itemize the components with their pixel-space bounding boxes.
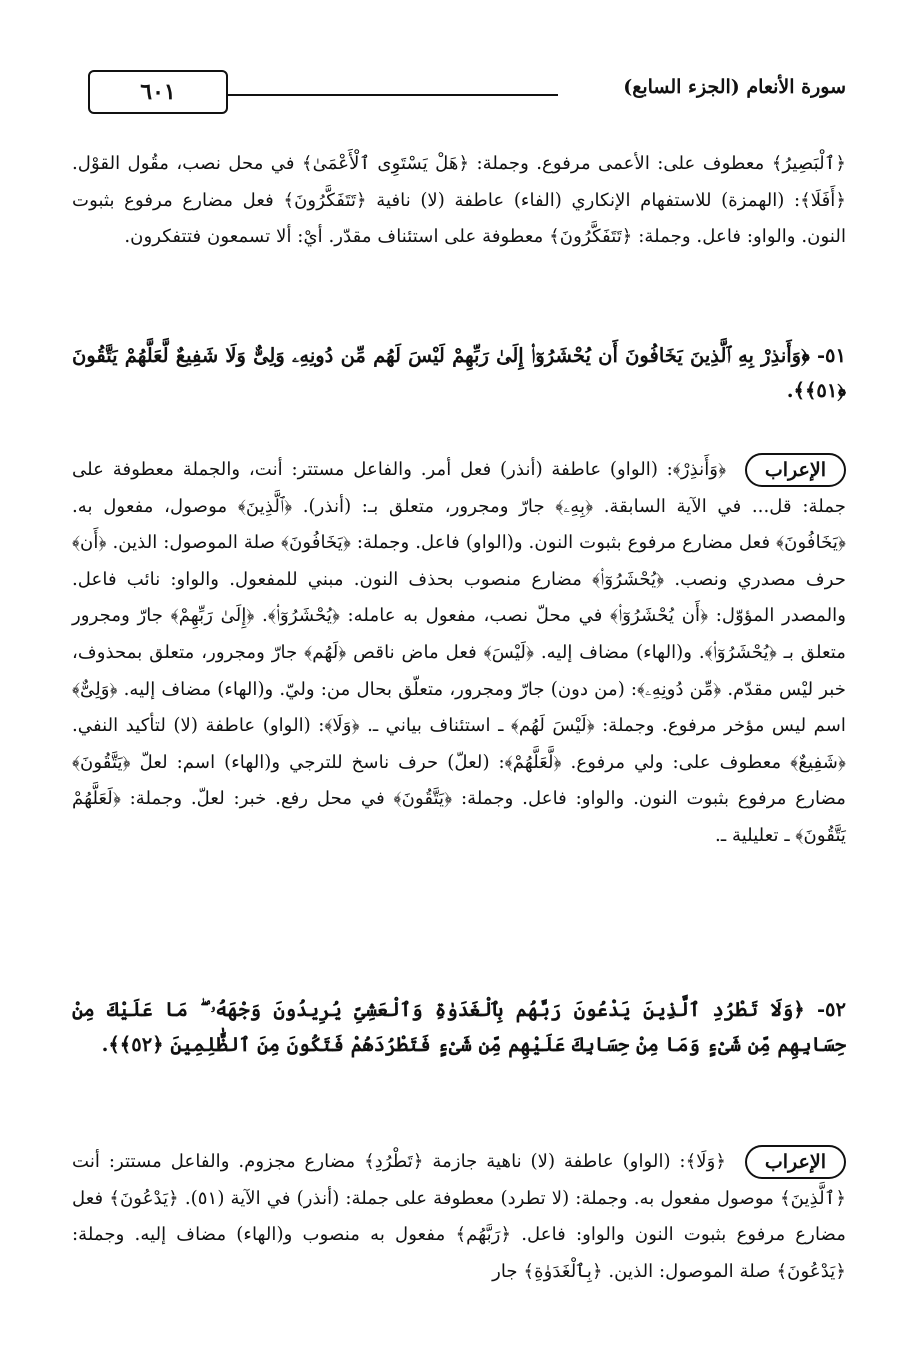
i3rab-text: ﴿وَلَا﴾: (الواو) عاطفة (لا) ناهية جازمة ﴿تَطْرُدِ﴾ مضارع مجزوم. والفاعل مستتر: أنت ﴿ٱلَّذِينَ﴾ موصول مفعول به. وجملة: (لا تطرد) معطوفة على جملة: (أنذر) في الآية (٥١). ﴿يَدْعُونَ﴾ فعل مضارع مرفوع بثبوت النون والواو: فاعل. ﴿رَبَّهُم﴾ مفعول به منصوب و(الهاء) مضاف إليه. وجملة: ﴿يَدْعُونَ﴾ صلة الموصول: الذين. ﴿بِٱلْغَدَوٰةِ﴾ جار (72, 1151, 846, 1282)
i3rab-badge: الإعراب (745, 453, 846, 487)
i3rab-51 (72, 452, 846, 855)
running-title: سورة الأنعام (الجزء السابع) (623, 76, 846, 98)
verse-number: ٥١- (816, 344, 846, 367)
intro-paragraph: ﴿ٱلْبَصِيرُ﴾ معطوف على: الأعمى مرفوع. وجملة: ﴿هَلْ يَسْتَوِى ٱلْأَعْمَىٰ﴾ في محل نصب، مقُول القوْل. ﴿أَفَلَا﴾: (الهمزة) للاستفهام الإنكاري (الفاء) عاطفة (لا) نافية ﴿تَتَفَكَّرُونَ﴾ فعل مضارع مرفوع بثبوت النون. والواو: فاعل. وجملة: ﴿تَتَفَكَّرُونَ﴾ معطوفة على استئناف مقدّر. أيْ: ألا تسمعون فتتفكرون. (72, 153, 846, 248)
verse-text: ﴿وَلَا تَطْرُدِ ٱلَّذِينَ يَدْعُونَ رَبَّهُم بِٱلْغَدَوٰةِ وَٱلْعَشِىِّ يُرِيدُونَ وَجْهَهُۥ ۖ مَا عَلَيْكَ مِنْ حِسَابِهِم مِّن شَىْءٍ وَمَا مِنْ حِسَابِكَ عَلَيْهِم مِّن شَىْءٍ فَتَطْرُدَهُمْ فَتَكُونَ مِنَ ٱلظَّٰلِمِينَ ﴿٥٢﴾﴾. (72, 998, 846, 1056)
verse-51 (72, 338, 846, 408)
verse-number: ٥٢- (816, 998, 846, 1021)
verse-52 (72, 992, 846, 1062)
i3rab-badge: الإعراب (745, 1145, 846, 1179)
header-rule (228, 94, 558, 96)
verse-text: ﴿وَأَنذِرْ بِهِ ٱلَّذِينَ يَخَافُونَ أَن يُحْشَرُوٓا۟ إِلَىٰ رَبِّهِمْ لَيْسَ لَهُم مِّن دُونِهِۦ وَلِىٌّ وَلَا شَفِيعٌ لَّعَلَّهُمْ يَتَّقُونَ ﴿٥١﴾﴾. (72, 344, 846, 402)
page-header (70, 62, 846, 118)
i3rab-text: ﴿وَأَنذِرْ﴾: (الواو) عاطفة (أنذر) فعل أمر. والفاعل مستتر: أنت، والجملة معطوفة على جملة: قل... في الآية السابقة. ﴿بِهِۦ﴾ جارّ ومجرور، متعلق بـ: (أنذر). ﴿ٱلَّذِينَ﴾ موصول، مفعول به. ﴿يَخَافُونَ﴾ فعل مضارع مرفوع بثبوت النون. و(الواو) فاعل. وجملة: ﴿يَخَافُونَ﴾ صلة الموصول: الذين. ﴿أَن﴾ حرف مصدري ونصب. ﴿يُحْشَرُوٓا۟﴾ مضارع منصوب بحذف النون. مبني للمفعول. والواو: نائب فاعل. والمصدر المؤوّل: ﴿أَن يُحْشَرُوٓا۟﴾ في محلّ نصب، مفعول به عامله: ﴿يُحْشَرُوٓا۟﴾. ﴿إِلَىٰ رَبِّهِمْ﴾ جارّ ومجرور متعلق بـ ﴿يُحْشَرُوٓا۟﴾. و(الهاء) مضاف إليه. ﴿لَيْسَ﴾ فعل ماض ناقص ﴿لَهُم﴾ جارّ ومجرور، متعلق بمحذوف، خبر ليْس مقدّم. ﴿مِّن دُونِهِۦ﴾: (من دون) جارّ ومجرور، متعلّق بحال من: وليّ. و(الهاء) مضاف إليه. ﴿وَلِىٌّ﴾ اسم ليس مؤخر مرفوع. وجملة: ﴿لَيْسَ لَهُم﴾ ـ استئناف بياني ـ. ﴿وَلَا﴾: (الواو) عاطفة (لا) لتأكيد النفي. ﴿شَفِيعٌ﴾ معطوف على: ولي مرفوع. ﴿لَّعَلَّهُمْ﴾: (لعلّ) حرف ناسخ للترجي و(الهاء) اسم: لعلّ ﴿يَتَّقُونَ﴾ مضارع مرفوع بثبوت النون. والواو: فاعل. وجملة: ﴿يَتَّقُونَ﴾ في محل رفع. خبر: لعلّ. وجملة: ﴿لَعَلَّهُمْ يَتَّقُونَ﴾ ـ تعليلية ـ. (72, 459, 846, 846)
page-number: ٦٠١ (88, 70, 228, 114)
i3rab-52 (72, 1144, 846, 1290)
